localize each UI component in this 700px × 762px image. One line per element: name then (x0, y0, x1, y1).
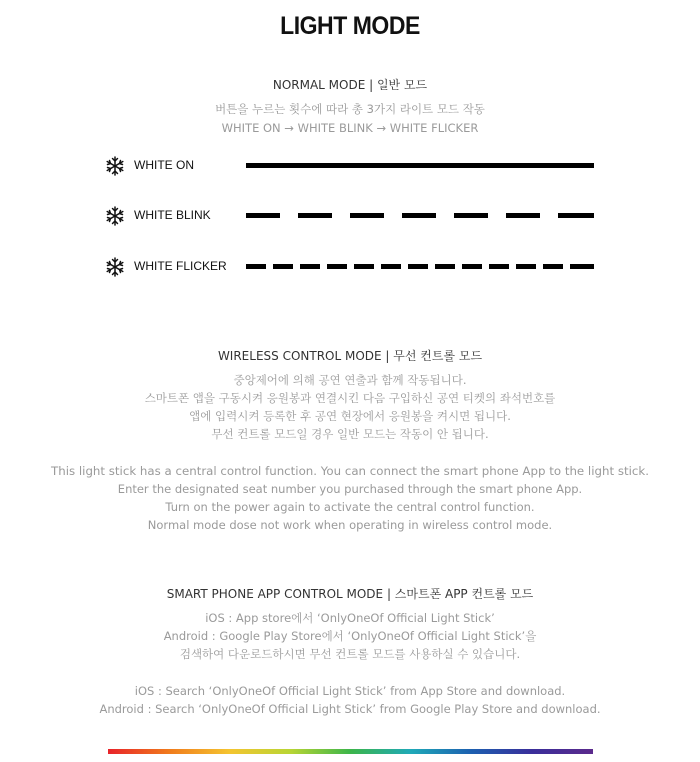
app-ko-line: 검색하여 다운로드하시면 무선 컨트롤 모드를 사용하실 수 있습니다. (179, 647, 521, 661)
wireless-ko-line: 앱에 입력시켜 등록한 후 공연 현장에서 응원봉을 켜시면 됩니다. (189, 409, 511, 423)
app-en-line: iOS : Search ‘OnlyOneOf Official Light Stick’ from App Store and download. (134, 684, 566, 698)
snowflake-icon (105, 156, 125, 176)
app-en-line: Android : Search ‘OnlyOneOf Official Light Stick’ from Google Play Store and download. (99, 702, 601, 716)
mode-label: WHITE ON (134, 158, 194, 172)
mode-row-white-on (105, 156, 605, 176)
wireless-ko-line: 무선 컨트롤 모드일 경우 일반 모드는 작동이 안 됩니다. (211, 427, 489, 441)
app-ko-line: iOS : App store에서 ‘OnlyOneOf Official Light Stick’ (205, 611, 495, 625)
normal-mode-heading: NORMAL MODE | 일반 모드 (272, 78, 428, 92)
snowflake-icon (105, 206, 125, 226)
mode-row-white-blink (105, 206, 605, 226)
mode-label: WHITE FLICKER (134, 259, 227, 273)
page-title: LIGHT MODE (280, 12, 420, 40)
snowflake-icon (105, 257, 125, 277)
wireless-mode-heading: WIRELESS CONTROL MODE | 무선 컨트롤 모드 (217, 349, 483, 363)
wireless-ko-line: 중앙제어에 의해 공연 연출과 함께 작동됩니다. (233, 373, 467, 387)
mode-label: WHITE BLINK (134, 208, 211, 222)
solid-line-pattern (246, 163, 594, 168)
wireless-en-line: This light stick has a central control function. You can connect the smart phone App to the light stick. (51, 464, 649, 478)
wireless-ko-line: 스마트폰 앱을 구동시켜 응원봉과 연결시킨 다음 구입하신 공연 티켓의 좌석번호를 (144, 391, 556, 405)
app-mode-heading: SMART PHONE APP CONTROL MODE | 스마트폰 APP 컨트롤 모드 (166, 587, 534, 601)
long-dash-line-pattern (246, 213, 594, 218)
app-ko-line: Android : Google Play Store에서 ‘OnlyOneOf Official Light Stick’을 (163, 629, 537, 643)
wireless-en-line: Enter the designated seat number you purchased through the smart phone App. (117, 482, 583, 496)
normal-mode-description: 버튼을 누르는 횟수에 따라 총 3가지 라이트 모드 작동 (215, 102, 485, 116)
normal-mode-sequence: WHITE ON → WHITE BLINK → WHITE FLICKER (221, 121, 479, 135)
wireless-en-line: Turn on the power again to activate the central control function. (165, 500, 535, 514)
short-dash-line-pattern (246, 264, 594, 269)
wireless-en-line: Normal mode dose not work when operating in wireless control mode. (147, 518, 553, 532)
mode-row-white-flicker (105, 257, 605, 277)
rainbow-divider (108, 749, 593, 754)
